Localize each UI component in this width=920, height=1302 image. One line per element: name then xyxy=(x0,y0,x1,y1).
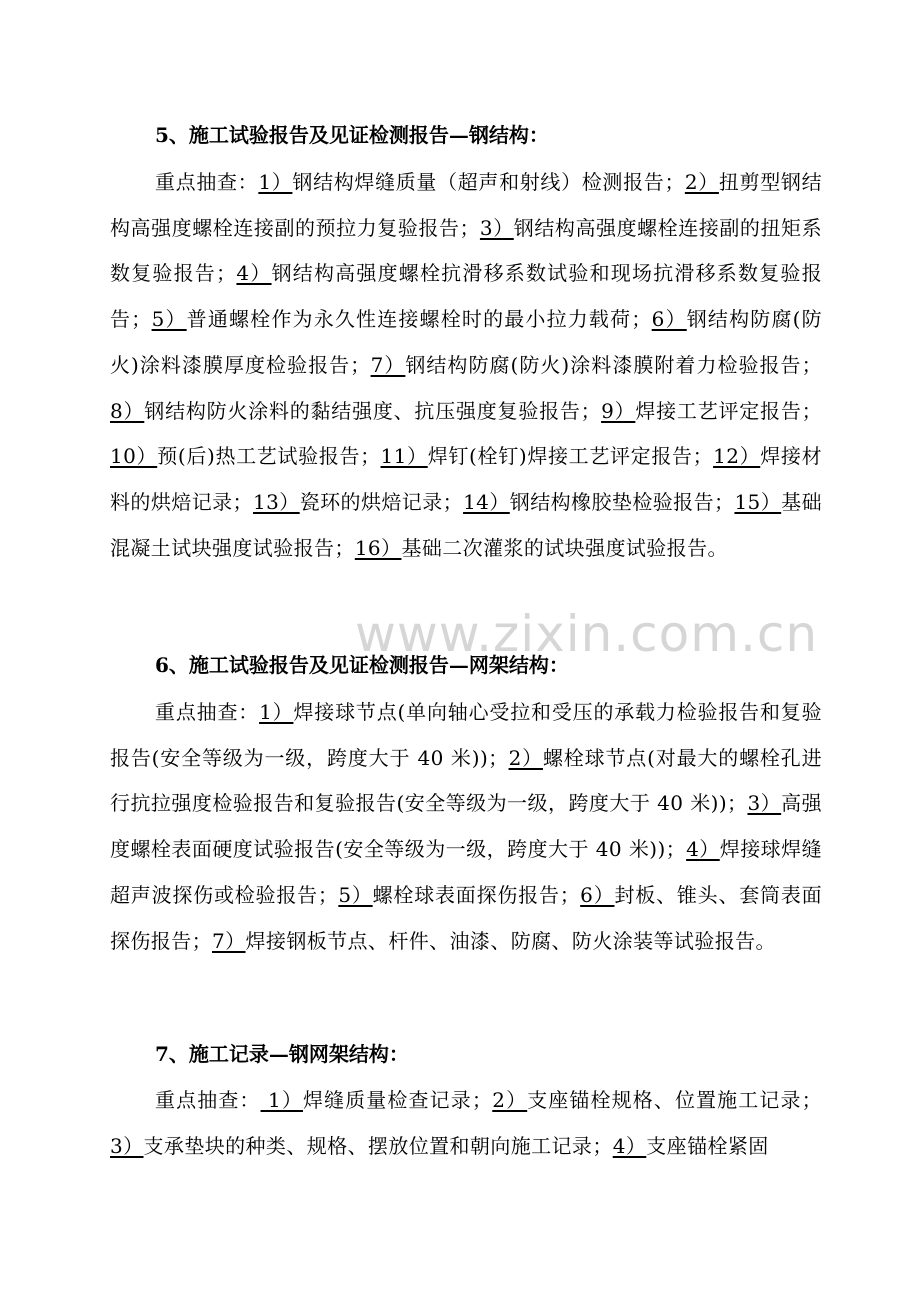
item-number: 9） xyxy=(601,398,636,423)
section-heading: 7、施工记录—钢网架结构： xyxy=(155,1042,409,1066)
item-text: 钢结构高强度螺栓抗滑移系数试验和现场抗滑移系数复验报告； xyxy=(110,261,823,332)
item-number: 12） xyxy=(713,444,761,469)
item-number: 4） xyxy=(236,261,272,286)
item-text: 钢结构防腐(防火)涂料漆膜厚度检验报告； xyxy=(110,307,822,377)
item-text: 钢结构防火涂料的黏结强度、抗压强度复验报告； xyxy=(144,398,602,423)
item-number: 6） xyxy=(580,882,615,907)
item-number: 13） xyxy=(252,489,300,514)
check-prefix: 重点抽查： xyxy=(155,170,259,194)
section-heading: 5、施工试验报告及见证检测报告—钢结构： xyxy=(155,123,549,147)
item-number: 3） xyxy=(479,215,514,240)
item-number: 2） xyxy=(492,1088,528,1112)
item-text: 支承垫块的种类、规格、摆放位置和朝向施工记录； xyxy=(143,1133,613,1158)
item-number: 15） xyxy=(734,489,782,514)
item-number: 3） xyxy=(110,1133,144,1158)
item-number: 7） xyxy=(370,352,406,377)
item-text: 高强度螺栓表面硬度试验报告(安全等级为一级，跨度大于 40 米))； xyxy=(110,791,822,862)
item-number: 3） xyxy=(747,791,782,816)
item-text: 支座锚栓紧固 xyxy=(646,1133,769,1158)
item-text: 焊接钢板节点、杆件、油漆、防腐、防火涂装等试验报告。 xyxy=(245,928,776,953)
item-text: 预(后)热工艺试验报告； xyxy=(157,444,381,469)
item-number: 8） xyxy=(110,398,145,423)
item-text: 扭剪型钢结构高强度螺栓连接副的预拉力复验报告； xyxy=(110,170,822,240)
item-text: 焊接球焊缝超声波探伤或检验报告； xyxy=(110,837,823,907)
item-text: 螺栓球表面探伤报告； xyxy=(372,882,581,907)
item-text: 焊接球节点(单向轴心受拉和受压的承载力检验报告和复验报告(安全等级为一级，跨度大于 40 米))； xyxy=(110,700,823,770)
item-number: 11） xyxy=(380,444,428,469)
item-number: 1） xyxy=(258,170,293,194)
item-number: 2） xyxy=(684,170,719,194)
item-text: 钢结构高强度螺栓连接副的扭矩系数复验报告； xyxy=(110,215,822,286)
item-text: 基础二次灌浆的试块强度试验报告。 xyxy=(401,535,728,560)
item-number: 1） xyxy=(259,700,294,724)
item-text: 支座锚栓规格、位置施工记录； xyxy=(527,1088,822,1112)
item-text: 瓷环的烘焙记录； xyxy=(299,489,464,514)
check-prefix: 重点抽查： xyxy=(155,1088,261,1112)
item-number: 1） xyxy=(260,1088,303,1112)
item-number: 7） xyxy=(212,928,246,953)
item-text: 焊钉(栓钉)焊接工艺评定报告； xyxy=(427,444,714,469)
section-paragraph xyxy=(110,160,822,571)
item-text: 封板、锥头、套筒表面探伤报告； xyxy=(110,882,823,953)
item-text: 钢结构防腐(防火)涂料漆膜附着力检验报告； xyxy=(405,352,822,377)
section-heading: 6、施工试验报告及见证检测报告—网架结构： xyxy=(155,653,569,677)
item-number: 6） xyxy=(651,307,687,332)
item-number: 4） xyxy=(612,1133,647,1158)
item-number: 5） xyxy=(151,307,187,332)
section-paragraph xyxy=(110,1078,822,1169)
item-number: 16） xyxy=(354,535,402,560)
item-text: 螺栓球节点(对最大的螺栓孔进行抗拉强度检验报告和复验报告(安全等级为一级，跨度大于 40 米))； xyxy=(110,745,822,816)
section-paragraph xyxy=(110,690,822,964)
item-text: 焊缝质量检查记录； xyxy=(302,1088,493,1112)
item-number: 14） xyxy=(463,489,510,514)
item-text: 基础混凝土试块强度试验报告； xyxy=(110,489,822,560)
item-text: 钢结构橡胶垫检验报告； xyxy=(509,489,735,514)
item-number: 10） xyxy=(110,444,158,469)
item-text: 普通螺栓作为永久性连接螺栓时的最小拉力载荷； xyxy=(186,307,652,332)
item-text: 焊接工艺评定报告； xyxy=(635,398,822,423)
item-number: 5） xyxy=(338,882,373,907)
watermark: www.zixin.com.cn xyxy=(355,605,819,663)
item-text: 钢结构焊缝质量（超声和射线）检测报告； xyxy=(292,170,685,194)
item-number: 4） xyxy=(686,837,720,862)
check-prefix: 重点抽查： xyxy=(155,700,260,724)
item-text: 焊接材料的烘焙记录； xyxy=(110,444,822,514)
item-number: 2） xyxy=(508,745,543,770)
